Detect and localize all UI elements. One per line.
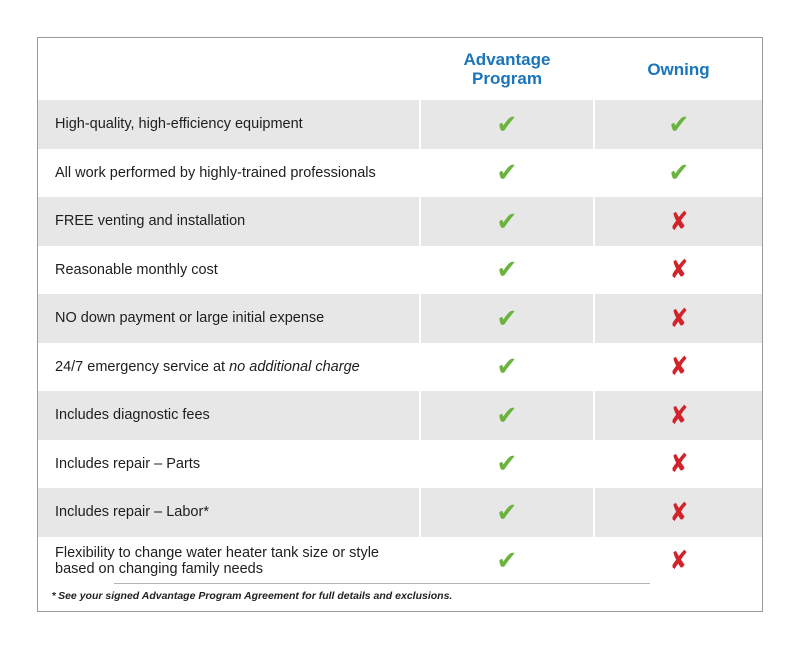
- advantage-cell: [419, 537, 593, 585]
- row-label: Includes diagnostic fees: [38, 391, 419, 440]
- advantage-cell: [419, 149, 593, 198]
- check-icon: ✔: [668, 108, 689, 139]
- cross-icon: ✘: [669, 351, 688, 382]
- comparison-table: [37, 37, 763, 612]
- owning-cell: [593, 537, 762, 585]
- check-icon: ✔: [496, 254, 518, 285]
- footnote-star: *: [52, 590, 57, 602]
- table-row: [38, 149, 762, 198]
- check-icon: ✔: [496, 302, 518, 333]
- row-label: High-quality, high-efficiency equipment: [38, 100, 419, 149]
- check-icon: ✔: [496, 205, 518, 236]
- owning-cell: [593, 149, 762, 198]
- table-row: [38, 391, 762, 440]
- check-icon: ✔: [668, 157, 689, 188]
- footnote-divider: [114, 583, 650, 584]
- check-icon: ✔: [496, 448, 518, 479]
- row-label: [38, 537, 419, 585]
- owning-cell: [593, 246, 762, 295]
- advantage-cell: [419, 343, 593, 392]
- row-label: Includes repair – Parts: [38, 440, 419, 489]
- footnote: [52, 590, 452, 602]
- cross-icon: ✘: [669, 545, 688, 575]
- table-row: [38, 343, 762, 392]
- check-icon: ✔: [496, 496, 518, 527]
- owning-header: Owning: [647, 59, 710, 79]
- owning-cell: [593, 343, 762, 392]
- owning-cell: [593, 488, 762, 537]
- footnote-text: See your signed Advantage Program Agreement for full details and exclusions.: [58, 590, 453, 602]
- check-icon: ✔: [496, 157, 518, 188]
- row-label: FREE venting and installation: [38, 197, 419, 246]
- row-label: All work performed by highly-trained professionals: [38, 149, 419, 198]
- advantage-header-line1: Advantage: [463, 50, 551, 69]
- advantage-cell: [419, 294, 593, 343]
- owning-cell: [593, 100, 762, 149]
- cross-icon: ✘: [669, 205, 688, 236]
- advantage-cell: [419, 100, 593, 149]
- advantage-program-header: [421, 38, 593, 100]
- table-row: [38, 294, 762, 343]
- advantage-header-line2: Program: [472, 69, 542, 88]
- advantage-cell: [419, 197, 593, 246]
- advantage-cell: [419, 440, 593, 489]
- table-row: [38, 537, 762, 585]
- table-body: [38, 100, 762, 585]
- cross-icon: ✘: [669, 254, 688, 285]
- owning-cell: [593, 440, 762, 489]
- cross-icon: ✘: [669, 302, 688, 333]
- row-label-prefix: 24/7 emergency service at: [55, 358, 230, 375]
- table-row: [38, 440, 762, 489]
- table-row: [38, 246, 762, 295]
- cross-icon: ✘: [669, 448, 688, 479]
- table-header: [38, 38, 762, 100]
- advantage-cell: [419, 246, 593, 295]
- row-label-line2: based on changing family needs: [55, 560, 263, 577]
- row-label-line1: Flexibility to change water heater tank size or style: [55, 544, 379, 561]
- table-row: [38, 100, 762, 149]
- advantage-cell: [419, 391, 593, 440]
- advantage-cell: [419, 488, 593, 537]
- check-icon: ✔: [496, 545, 518, 575]
- owning-cell: [593, 197, 762, 246]
- check-icon: ✔: [496, 351, 518, 382]
- owning-cell: [593, 391, 762, 440]
- row-label: [38, 343, 419, 392]
- table-row: [38, 197, 762, 246]
- cross-icon: ✘: [669, 399, 688, 430]
- row-label: Includes repair – Labor*: [38, 488, 419, 537]
- check-icon: ✔: [496, 108, 518, 139]
- check-icon: ✔: [496, 399, 518, 430]
- row-label-emphasis: no additional charge: [229, 358, 360, 375]
- row-label: Reasonable monthly cost: [38, 246, 419, 295]
- row-label: NO down payment or large initial expense: [38, 294, 419, 343]
- table-row: [38, 488, 762, 537]
- owning-cell: [593, 294, 762, 343]
- cross-icon: ✘: [669, 496, 688, 527]
